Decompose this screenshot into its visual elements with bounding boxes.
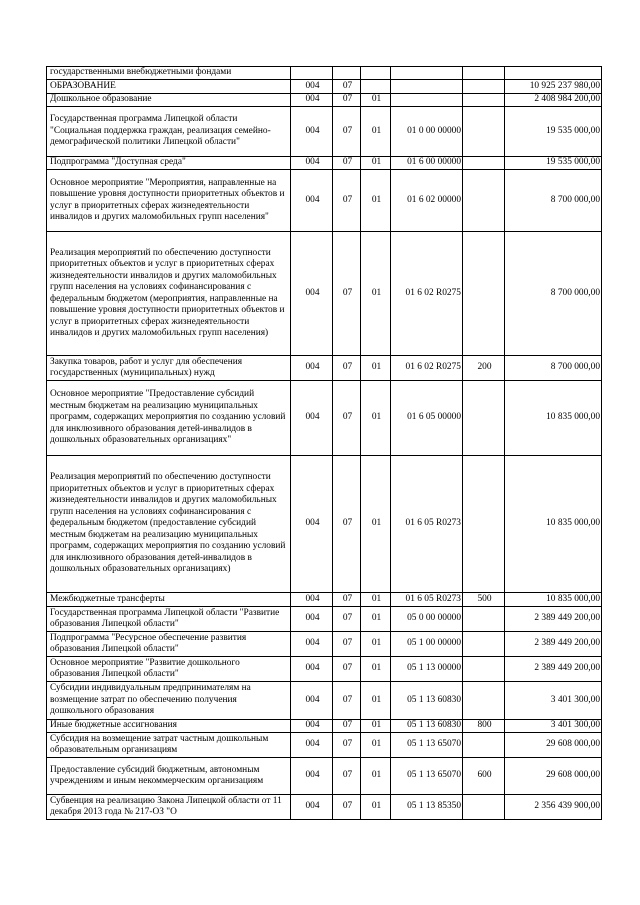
ministry-code: 004: [291, 170, 333, 232]
target-article-code: 05 1 13 65070: [391, 733, 463, 758]
amount: 8 700 000,00: [505, 170, 602, 232]
ministry-code: 004: [291, 720, 333, 733]
section-code: 07: [333, 682, 361, 720]
table-row: [47, 632, 602, 657]
section-code: 07: [333, 170, 361, 232]
target-article-code: 01 6 05 R0273: [391, 456, 463, 593]
amount: 3 401 300,00: [505, 682, 602, 720]
amount: 2 389 449 200,00: [505, 657, 602, 682]
row-name: Субсидия на возмещение затрат частным дошкольным образовательным организациям: [47, 733, 291, 758]
section-code: 07: [333, 657, 361, 682]
section-code: 07: [333, 456, 361, 593]
amount: 2 389 449 200,00: [505, 632, 602, 657]
row-name: Субсидии индивидуальным предпринимателям на возмещение затрат по обеспечению получения дошкольного образования: [47, 682, 291, 720]
ministry-code: 004: [291, 795, 333, 820]
table-row: [47, 67, 602, 80]
amount: 8 700 000,00: [505, 356, 602, 381]
amount: 29 608 000,00: [505, 733, 602, 758]
subsection-code: 01: [361, 758, 391, 795]
amount: 2 356 439 900,00: [505, 795, 602, 820]
row-name: Подпрограмма "Ресурсное обеспечение развития образования Липецкой области": [47, 632, 291, 657]
target-article-code: 05 1 13 60830: [391, 682, 463, 720]
section-code: 07: [333, 232, 361, 356]
expense-type-code: [463, 733, 505, 758]
table-row: [47, 80, 602, 94]
section-code: 07: [333, 80, 361, 94]
expense-type-code: [463, 107, 505, 157]
amount: 10 925 237 980,00: [505, 80, 602, 94]
subsection-code: 01: [361, 682, 391, 720]
document-page: [46, 66, 604, 820]
row-name: Иные бюджетные ассигнования: [47, 720, 291, 733]
section-code: [333, 67, 361, 80]
table-row: [47, 795, 602, 820]
subsection-code: 01: [361, 170, 391, 232]
target-article-code: 05 1 00 00000: [391, 632, 463, 657]
ministry-code: 004: [291, 456, 333, 593]
target-article-code: [391, 67, 463, 80]
table-row: [47, 607, 602, 632]
table-row: [47, 356, 602, 381]
table-row: [47, 232, 602, 356]
subsection-code: 01: [361, 632, 391, 657]
table-row: [47, 657, 602, 682]
subsection-code: [361, 67, 391, 80]
subsection-code: 01: [361, 795, 391, 820]
expense-type-code: [463, 170, 505, 232]
target-article-code: 05 1 13 60830: [391, 720, 463, 733]
row-name: Основное мероприятие "Предоставление субсидий местным бюджетам на реализацию муниципальных программ, содержащих мероприятия по созданию условий для инклюзивного образования детей-инвалидов в дошкольных образовательных организациях": [47, 381, 291, 456]
amount: 29 608 000,00: [505, 758, 602, 795]
target-article-code: 01 6 02 R0275: [391, 232, 463, 356]
row-name: Субвенция на реализацию Закона Липецкой области от 11 декабря 2013 года № 217-ОЗ "О: [47, 795, 291, 820]
table-row: [47, 456, 602, 593]
expense-type-code: [463, 67, 505, 80]
table-row: [47, 157, 602, 170]
ministry-code: 004: [291, 381, 333, 456]
target-article-code: 01 6 02 R0275: [391, 356, 463, 381]
amount: 10 835 000,00: [505, 593, 602, 607]
target-article-code: [391, 80, 463, 94]
subsection-code: 01: [361, 232, 391, 356]
expense-type-code: 200: [463, 356, 505, 381]
table-row: [47, 170, 602, 232]
expense-type-code: 800: [463, 720, 505, 733]
ministry-code: 004: [291, 107, 333, 157]
expense-type-code: 500: [463, 593, 505, 607]
amount: 19 535 000,00: [505, 107, 602, 157]
row-name: Предоставление субсидий бюджетным, автономным учреждениям и иным некоммерческим организациям: [47, 758, 291, 795]
target-article-code: 01 6 05 00000: [391, 381, 463, 456]
row-name: Подпрограмма "Доступная среда": [47, 157, 291, 170]
subsection-code: 01: [361, 356, 391, 381]
row-name: Закупка товаров, работ и услуг для обеспечения государственных (муниципальных) нужд: [47, 356, 291, 381]
expense-type-code: [463, 632, 505, 657]
expense-type-code: [463, 94, 505, 107]
row-name: государственными внебюджетными фондами: [47, 67, 291, 80]
subsection-code: 01: [361, 94, 391, 107]
subsection-code: 01: [361, 657, 391, 682]
ministry-code: 004: [291, 94, 333, 107]
section-code: 07: [333, 107, 361, 157]
row-name: ОБРАЗОВАНИЕ: [47, 80, 291, 94]
expense-type-code: [463, 657, 505, 682]
section-code: 07: [333, 607, 361, 632]
amount: [505, 67, 602, 80]
section-code: 07: [333, 795, 361, 820]
expense-type-code: [463, 607, 505, 632]
target-article-code: 05 0 00 00000: [391, 607, 463, 632]
ministry-code: 004: [291, 733, 333, 758]
subsection-code: [361, 80, 391, 94]
subsection-code: 01: [361, 607, 391, 632]
section-code: 07: [333, 632, 361, 657]
expense-type-code: [463, 456, 505, 593]
ministry-code: 004: [291, 657, 333, 682]
ministry-code: 004: [291, 157, 333, 170]
target-article-code: 01 6 02 00000: [391, 170, 463, 232]
subsection-code: 01: [361, 157, 391, 170]
ministry-code: 004: [291, 232, 333, 356]
row-name: Основное мероприятие "Мероприятия, направленные на повышение уровня доступности приоритетных объектов и услуг в приоритетных сферах жизнедеятельности инвалидов и других маломобильных групп населения": [47, 170, 291, 232]
ministry-code: 004: [291, 356, 333, 381]
row-name: Государственная программа Липецкой области "Социальная поддержка граждан, реализация семейно-демографической политики Липецкой области": [47, 107, 291, 157]
subsection-code: 01: [361, 456, 391, 593]
subsection-code: 01: [361, 593, 391, 607]
target-article-code: 01 6 00 00000: [391, 157, 463, 170]
ministry-code: 004: [291, 758, 333, 795]
section-code: 07: [333, 733, 361, 758]
subsection-code: 01: [361, 107, 391, 157]
table-row: [47, 733, 602, 758]
section-code: 07: [333, 94, 361, 107]
amount: 8 700 000,00: [505, 232, 602, 356]
expense-type-code: [463, 381, 505, 456]
amount: 2 408 984 200,00: [505, 94, 602, 107]
section-code: 07: [333, 758, 361, 795]
row-name: Дошкольное образование: [47, 94, 291, 107]
ministry-code: [291, 67, 333, 80]
expense-type-code: 600: [463, 758, 505, 795]
expense-type-code: [463, 682, 505, 720]
expense-type-code: [463, 80, 505, 94]
subsection-code: 01: [361, 720, 391, 733]
ministry-code: 004: [291, 682, 333, 720]
amount: 2 389 449 200,00: [505, 607, 602, 632]
target-article-code: [391, 94, 463, 107]
table-row: [47, 381, 602, 456]
subsection-code: 01: [361, 733, 391, 758]
row-name: Основное мероприятие "Развитие дошкольного образования Липецкой области": [47, 657, 291, 682]
row-name: Реализация мероприятий по обеспечению доступности приоритетных объектов и услуг в приоритетных сферах жизнедеятельности инвалидов и других маломобильных групп населения на условиях софинансирования с федеральным бюджетом (мероприятия, направленные на повышение уровня доступности приоритетных объектов и услуг в приоритетных сферах жизнедеятельности инвалидов и других маломобильных групп населения): [47, 232, 291, 356]
section-code: 07: [333, 356, 361, 381]
row-name: Межбюджетные трансферты: [47, 593, 291, 607]
section-code: 07: [333, 593, 361, 607]
table-row: [47, 758, 602, 795]
subsection-code: 01: [361, 381, 391, 456]
expense-type-code: [463, 795, 505, 820]
table-row: [47, 107, 602, 157]
amount: 3 401 300,00: [505, 720, 602, 733]
target-article-code: 05 1 13 65070: [391, 758, 463, 795]
target-article-code: 05 1 13 85350: [391, 795, 463, 820]
amount: 10 835 000,00: [505, 381, 602, 456]
expense-type-code: [463, 232, 505, 356]
budget-table: [46, 66, 602, 820]
row-name: Государственная программа Липецкой области "Развитие образования Липецкой области": [47, 607, 291, 632]
target-article-code: 01 6 05 R0273: [391, 593, 463, 607]
table-row: [47, 682, 602, 720]
table-row: [47, 720, 602, 733]
amount: 19 535 000,00: [505, 157, 602, 170]
expense-type-code: [463, 157, 505, 170]
amount: 10 835 000,00: [505, 456, 602, 593]
section-code: 07: [333, 720, 361, 733]
section-code: 07: [333, 381, 361, 456]
table-row: [47, 94, 602, 107]
ministry-code: 004: [291, 607, 333, 632]
table-row: [47, 593, 602, 607]
table-body: [47, 67, 602, 820]
target-article-code: 05 1 13 00000: [391, 657, 463, 682]
section-code: 07: [333, 157, 361, 170]
ministry-code: 004: [291, 593, 333, 607]
ministry-code: 004: [291, 632, 333, 657]
ministry-code: 004: [291, 80, 333, 94]
row-name: Реализация мероприятий по обеспечению доступности приоритетных объектов и услуг в приоритетных сферах жизнедеятельности инвалидов и других маломобильных групп населения на условиях софинансирования с федеральным бюджетом (предоставление субсидий местным бюджетам на реализацию муниципальных программ, содержащих мероприятия по созданию условий для инклюзивного образования детей-инвалидов в дошкольных образовательных организациях): [47, 456, 291, 593]
target-article-code: 01 0 00 00000: [391, 107, 463, 157]
